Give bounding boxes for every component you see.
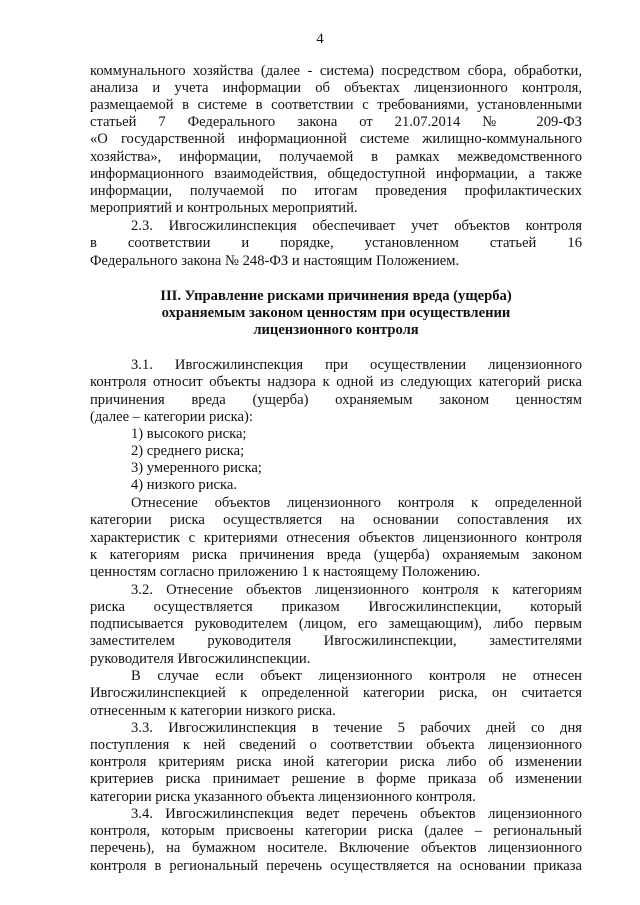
list-item: 4) низкого риска. xyxy=(131,477,237,493)
text-line: категории риска указанного объекта лицензионного контроля. xyxy=(90,789,476,805)
text-line: руководителя Ивгосжилинспекции. xyxy=(90,651,311,667)
section-heading: лицензионного контроля xyxy=(253,322,419,338)
text-line: информационного взаимодействия, общедоступной информации, а также xyxy=(90,166,582,182)
text-line: заместителем руководителя Ивгосжилинспекции, заместителями xyxy=(90,633,582,649)
text-line: Отнесение объектов лицензионного контроля к определенной xyxy=(131,495,582,511)
text-line: категории риска осуществляется на основании сопоставления их xyxy=(90,512,582,528)
text-line: характеристик с критериями отнесения объектов лицензионного контроля xyxy=(90,530,582,546)
text-line: критериев риска принимает решение в форме приказа об изменении xyxy=(90,771,582,787)
text-line: размещаемой в системе в соответствии с требованиями, установленными xyxy=(90,97,582,113)
text-line: 3.4. Ивгосжилинспекция ведет перечень объектов лицензионного xyxy=(131,806,582,822)
section-heading: III. Управление рисками причинения вреда (ущерба) xyxy=(160,288,512,304)
list-item: 3) умеренного риска; xyxy=(131,460,262,476)
text-line: мероприятий и контрольных мероприятий. xyxy=(90,200,358,216)
text-line: контроля относит объекты надзора к одной из следующих категорий риска xyxy=(90,374,582,390)
text-line: 3.3. Ивгосжилинспекция в течение 5 рабочих дней со дня xyxy=(131,720,582,736)
text-line: 2.3. Ивгосжилинспекция обеспечивает учет объектов контроля xyxy=(131,218,582,234)
text-line: подписывается руководителем (лицом, его замещающим), либо первым xyxy=(90,616,582,632)
list-item: 2) среднего риска; xyxy=(131,443,245,459)
text-line: Федерального закона № 248-ФЗ и настоящим Положением. xyxy=(90,253,460,269)
text-line: 3.2. Отнесение объектов лицензионного контроля к категориям xyxy=(131,582,582,598)
text-line: Ивгосжилинспекцией к определенной категории риска, он считается xyxy=(90,685,582,701)
section-heading: охраняемым законом ценностям при осуществлении xyxy=(161,305,511,321)
text-line: хозяйства», информации, получаемой в рамках межведомственного xyxy=(90,149,582,165)
text-line: «О государственной информационной системе жилищно-коммунального xyxy=(90,131,582,147)
text-line: риска осуществляется приказом Ивгосжилинспекции, который xyxy=(90,599,582,615)
text-line: причинения вреда (ущерба) охраняемым законом ценностям xyxy=(90,392,582,408)
text-line: информации, получаемой по итогам проведения профилактических xyxy=(90,183,582,199)
text-line: анализа и учета информации об объектах лицензионного контроля, xyxy=(90,80,582,96)
text-line: контроля в региональный перечень осуществляется на основании приказа xyxy=(90,858,582,874)
text-line: контроля, которым присвоены категории риска (далее – региональный xyxy=(90,823,582,839)
text-line: поступления к ней сведений о соответствии объекта лицензионного xyxy=(90,737,582,753)
text-line: (далее – категории риска): xyxy=(90,409,253,425)
page-number: 4 xyxy=(316,31,324,47)
text-line: статьей 7 Федерального закона от 21.07.2014 № 209-ФЗ xyxy=(90,114,582,130)
text-line: В случае если объект лицензионного контроля не отнесен xyxy=(131,668,582,684)
text-line: коммунального хозяйства (далее - система) посредством сбора, обработки, xyxy=(90,63,582,79)
text-line: отнесенным к категории низкого риска. xyxy=(90,703,336,719)
text-line: перечень), на бумажном носителе. Включение объектов лицензионного xyxy=(90,840,582,856)
text-line: к категориям риска причинения вреда (ущерба) охраняемым законом xyxy=(90,547,582,563)
text-line: в соответствии и порядке, установленном статьей 16 xyxy=(90,235,582,251)
text-line: 3.1. Ивгосжилинспекция при осуществлении лицензионного xyxy=(131,357,582,373)
list-item: 1) высокого риска; xyxy=(131,426,247,442)
text-line: контроля критериям риска иной категории риска либо об изменении xyxy=(90,754,582,770)
text-line: ценностям согласно приложению 1 к настоящему Положению. xyxy=(90,564,481,580)
